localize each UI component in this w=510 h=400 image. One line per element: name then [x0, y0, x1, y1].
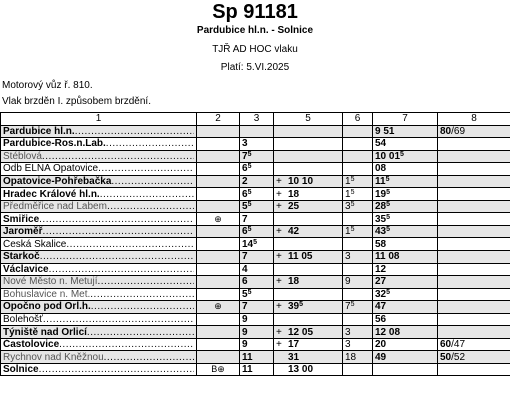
- arrival-cell: [274, 175, 343, 188]
- col-header-7: 7: [373, 113, 438, 126]
- validity-date: Platí: 5.VI.2025: [220, 62, 290, 73]
- symbol-cell: [197, 225, 240, 238]
- table-row: [1, 351, 510, 364]
- table-row: [1, 313, 510, 326]
- stop-marker: +: [276, 276, 282, 288]
- station-cell: [1, 276, 197, 289]
- station-cell: [1, 363, 197, 376]
- dot-leader: [106, 138, 194, 149]
- station-cell: [1, 351, 197, 364]
- symbol-cell: [197, 251, 240, 264]
- speed-cell: [438, 138, 510, 151]
- arrival-cell: [274, 225, 343, 238]
- table-row: [1, 138, 510, 151]
- note-braking: Vlak brzděn I. způsobem brzdění.: [2, 96, 151, 107]
- dwell-cell: [343, 150, 373, 163]
- arrival-time: 12 05: [288, 326, 314, 338]
- dwell-cell: $3^5$: [343, 200, 373, 213]
- dwell-cell: 3: [343, 338, 373, 351]
- station-cell: [1, 313, 197, 326]
- station-name: Česká Skalice: [3, 238, 67, 250]
- speed-cell: [438, 276, 510, 289]
- arrival-cell: [274, 301, 343, 314]
- arrival-time: 10 10: [288, 176, 314, 187]
- route-title: Pardubice hl.n. - Solnice: [196, 25, 314, 36]
- station-name: Smiřice: [3, 213, 40, 225]
- station-cell: [1, 225, 197, 238]
- running-time-cell: 2: [240, 175, 274, 188]
- dwell-cell: [343, 363, 373, 376]
- station-cell: [1, 238, 197, 251]
- dwell-cell: $1^5$: [343, 225, 373, 238]
- dot-leader: [98, 163, 194, 174]
- departure-time-cell: $43^5$: [373, 225, 438, 238]
- speed-cell: [438, 200, 510, 213]
- speed-cell: [438, 351, 510, 364]
- stop-marker: +: [276, 339, 282, 351]
- table-row: [1, 251, 510, 264]
- table-row: [1, 150, 510, 163]
- running-time-cell: [240, 125, 274, 138]
- station-name: Bolehošť: [3, 314, 43, 326]
- station-cell: [1, 338, 197, 351]
- symbol-cell: [197, 338, 240, 351]
- departure-time-cell: 56: [373, 313, 438, 326]
- dwell-cell: [343, 238, 373, 251]
- arrival-time: 17: [288, 339, 300, 351]
- col-header-8: 8: [438, 113, 510, 126]
- running-time-cell: 9: [240, 326, 274, 339]
- arrival-cell: [274, 238, 343, 251]
- col-header-2: 2: [197, 113, 240, 126]
- departure-time-cell: 54: [373, 138, 438, 151]
- station-name: Starkoč: [3, 251, 40, 263]
- symbol-cell: [197, 288, 240, 301]
- speed-cell: [438, 125, 510, 138]
- dwell-cell: $1^5$: [343, 175, 373, 188]
- station-name: Stéblová: [3, 150, 42, 162]
- symbol-cell: [197, 238, 240, 251]
- arrival-cell: [274, 213, 343, 226]
- station-cell: [1, 163, 197, 176]
- departure-time-cell: 9 51: [373, 125, 438, 138]
- arrival-time: 13 00: [288, 364, 314, 376]
- timetable-body: [1, 125, 510, 376]
- stop-marker: +: [276, 176, 282, 187]
- speed-cell: [438, 338, 510, 351]
- dot-leader: [39, 214, 194, 225]
- speed-max: 60: [440, 339, 452, 351]
- station-name: Pardubice hl.n.: [3, 125, 75, 137]
- dot-leader: [39, 364, 194, 375]
- station-name: Hradec Králové hl.n.: [3, 188, 100, 200]
- train-number: Sp 91181: [212, 1, 298, 23]
- table-row: [1, 263, 510, 276]
- table-row: [1, 326, 510, 339]
- timetable-kind: TJŘ AD HOC vlaku: [212, 44, 298, 55]
- dwell-cell: [343, 313, 373, 326]
- dot-leader: [43, 314, 194, 325]
- station-name: Týniště nad Orlicí: [3, 326, 87, 338]
- symbol-cell: B⊕: [197, 363, 240, 376]
- arrival-time: 42: [288, 226, 300, 238]
- dot-leader: [107, 201, 194, 212]
- station-cell: [1, 188, 197, 201]
- stop-marker: +: [276, 201, 282, 213]
- station-cell: [1, 288, 197, 301]
- station-cell: [1, 326, 197, 339]
- arrival-cell: [274, 338, 343, 351]
- arrival-cell: [274, 263, 343, 276]
- dwell-cell: [343, 163, 373, 176]
- station-name: Pardubice-Ros.n.Lab.: [3, 138, 106, 150]
- departure-time-cell: $19^5$: [373, 188, 438, 201]
- dwell-cell: 18: [343, 351, 373, 364]
- speed-secondary: /69: [451, 125, 466, 137]
- speed-cell: [438, 225, 510, 238]
- table-row: [1, 200, 510, 213]
- speed-cell: [438, 175, 510, 188]
- table-row: [1, 188, 510, 201]
- symbol-cell: [197, 263, 240, 276]
- speed-cell: [438, 301, 510, 314]
- station-name: Předměřice nad Labem: [3, 201, 107, 213]
- dot-leader: [90, 289, 194, 300]
- arrival-cell: [274, 163, 343, 176]
- running-time-cell: 9: [240, 313, 274, 326]
- speed-cell: [438, 163, 510, 176]
- running-time-cell: $14^5$: [240, 238, 274, 251]
- dwell-cell: [343, 263, 373, 276]
- speed-max: 80: [440, 125, 452, 137]
- running-time-cell: $6^5$: [240, 225, 274, 238]
- symbol-cell: [197, 188, 240, 201]
- departure-time-cell: 58: [373, 238, 438, 251]
- running-time-cell: $5^5$: [240, 288, 274, 301]
- arrival-time: 11 05: [288, 251, 313, 263]
- dwell-cell: [343, 125, 373, 138]
- arrival-time: 18: [288, 276, 300, 288]
- col-header-6: 6: [343, 113, 373, 126]
- departure-time-cell: 27: [373, 276, 438, 289]
- dot-leader: [100, 189, 194, 200]
- stop-marker: +: [276, 251, 282, 263]
- dot-leader: [40, 251, 194, 262]
- table-row: [1, 288, 510, 301]
- arrival-time: 25: [288, 201, 300, 213]
- departure-time-cell: 20: [373, 338, 438, 351]
- arrival-cell: [274, 326, 343, 339]
- timetable: [0, 112, 510, 376]
- running-time-cell: 3: [240, 138, 274, 151]
- table-row: [1, 175, 510, 188]
- running-time-cell: 7: [240, 301, 274, 314]
- running-time-cell: 11: [240, 351, 274, 364]
- departure-time-cell: 49: [373, 351, 438, 364]
- table-row: [1, 213, 510, 226]
- departure-time-cell: $11^5$: [373, 175, 438, 188]
- arrival-cell: [274, 125, 343, 138]
- departure-time-cell: [373, 363, 438, 376]
- station-name: Solnice: [3, 364, 39, 376]
- speed-secondary: /47: [451, 339, 466, 351]
- arrival-time: $39^5$: [288, 301, 304, 313]
- station-cell: [1, 213, 197, 226]
- arrival-time: 31: [288, 351, 300, 363]
- station-cell: [1, 301, 197, 314]
- col-header-5: 5: [274, 113, 343, 126]
- speed-cell: [438, 238, 510, 251]
- speed-max: 50: [440, 351, 452, 363]
- departure-time-cell: 08: [373, 163, 438, 176]
- arrival-cell: [274, 200, 343, 213]
- dwell-cell: [343, 288, 373, 301]
- col-header-3: 3: [240, 113, 274, 126]
- arrival-cell: [274, 150, 343, 163]
- timetable-header-row: [1, 113, 510, 126]
- departure-time-cell: $35^5$: [373, 213, 438, 226]
- speed-cell: [438, 313, 510, 326]
- running-time-cell: $7^5$: [240, 150, 274, 163]
- stop-marker: +: [276, 326, 282, 338]
- dot-leader: [104, 352, 194, 363]
- speed-cell: [438, 213, 510, 226]
- dot-leader: [42, 151, 194, 162]
- col-header-1: 1: [1, 113, 197, 126]
- dwell-cell: $1^5$: [343, 188, 373, 201]
- dwell-cell: 3: [343, 251, 373, 264]
- dot-leader: [87, 327, 194, 338]
- stop-marker: +: [276, 188, 282, 200]
- speed-cell: [438, 326, 510, 339]
- station-name: Opatovice-Pohřebačka: [3, 176, 112, 187]
- table-row: [1, 276, 510, 289]
- station-name: Bohuslavice n. Met.: [3, 288, 91, 300]
- departure-time-cell: 12 08: [373, 326, 438, 339]
- departure-time-cell: 10 $01^5$: [373, 150, 438, 163]
- station-cell: [1, 263, 197, 276]
- arrival-cell: [274, 363, 343, 376]
- departure-time-cell: 11 08: [373, 251, 438, 264]
- symbol-cell: [197, 175, 240, 188]
- dot-leader: [42, 226, 194, 237]
- arrival-cell: [274, 251, 343, 264]
- running-time-cell: 7: [240, 251, 274, 264]
- arrival-cell: [274, 288, 343, 301]
- running-time-cell: 7: [240, 213, 274, 226]
- station-cell: [1, 251, 197, 264]
- speed-cell: [438, 251, 510, 264]
- table-row: [1, 238, 510, 251]
- arrival-cell: [274, 138, 343, 151]
- arrival-cell: [274, 276, 343, 289]
- symbol-cell: ⊕: [197, 301, 240, 314]
- station-name: Jaroměř: [3, 226, 43, 238]
- table-row: [1, 125, 510, 138]
- note-vehicle: Motorový vůz ř. 810.: [2, 80, 93, 91]
- station-name: Opočno pod Orl.h.: [3, 301, 91, 313]
- station-cell: [1, 200, 197, 213]
- station-name: Nové Město n. Metují: [3, 276, 98, 288]
- dot-leader: [59, 339, 194, 350]
- dwell-cell: 3: [343, 326, 373, 339]
- dot-leader: [111, 176, 194, 187]
- arrival-cell: [274, 188, 343, 201]
- symbol-cell: [197, 163, 240, 176]
- station-name: Rychnov nad Kněžnou: [3, 351, 104, 363]
- stop-marker: +: [276, 226, 282, 238]
- dwell-cell: 9: [343, 276, 373, 289]
- running-time-cell: $6^5$: [240, 188, 274, 201]
- symbol-cell: [197, 276, 240, 289]
- speed-cell: [438, 288, 510, 301]
- symbol-cell: [197, 200, 240, 213]
- symbol-cell: [197, 150, 240, 163]
- departure-time-cell: 47: [373, 301, 438, 314]
- running-time-cell: $5^5$: [240, 200, 274, 213]
- dot-leader: [49, 264, 194, 275]
- running-time-cell: 9: [240, 338, 274, 351]
- speed-secondary: /52: [451, 351, 466, 363]
- station-name: Václavice: [3, 263, 49, 275]
- speed-cell: [438, 363, 510, 376]
- running-time-cell: 11: [240, 363, 274, 376]
- symbol-cell: [197, 313, 240, 326]
- running-time-cell: 4: [240, 263, 274, 276]
- table-row: [1, 225, 510, 238]
- running-time-cell: 6: [240, 276, 274, 289]
- dot-leader: [91, 301, 194, 312]
- arrival-cell: [274, 351, 343, 364]
- arrival-time: 18: [288, 188, 300, 200]
- symbol-cell: [197, 138, 240, 151]
- symbol-cell: [197, 351, 240, 364]
- dot-leader: [97, 276, 194, 287]
- station-cell: [1, 175, 197, 188]
- speed-cell: [438, 188, 510, 201]
- table-row: [1, 363, 510, 376]
- table-row: [1, 338, 510, 351]
- dot-leader: [75, 126, 194, 137]
- station-name: Odb ELNA Opatovice: [3, 163, 99, 175]
- arrival-cell: [274, 313, 343, 326]
- dot-leader: [66, 239, 194, 250]
- departure-time-cell: 12: [373, 263, 438, 276]
- dwell-cell: $7^5$: [343, 301, 373, 314]
- station-cell: [1, 150, 197, 163]
- dwell-cell: [343, 138, 373, 151]
- symbol-cell: [197, 125, 240, 138]
- speed-cell: [438, 150, 510, 163]
- departure-time-cell: $28^5$: [373, 200, 438, 213]
- speed-cell: [438, 263, 510, 276]
- table-row: [1, 163, 510, 176]
- table-row: [1, 301, 510, 314]
- stop-marker: +: [276, 301, 282, 313]
- symbol-cell: [197, 326, 240, 339]
- station-cell: [1, 138, 197, 151]
- dwell-cell: [343, 213, 373, 226]
- symbol-cell: ⊕: [197, 213, 240, 226]
- running-time-cell: $6^5$: [240, 163, 274, 176]
- station-name: Častolovice: [3, 339, 60, 351]
- station-cell: [1, 125, 197, 138]
- departure-time-cell: $32^5$: [373, 288, 438, 301]
